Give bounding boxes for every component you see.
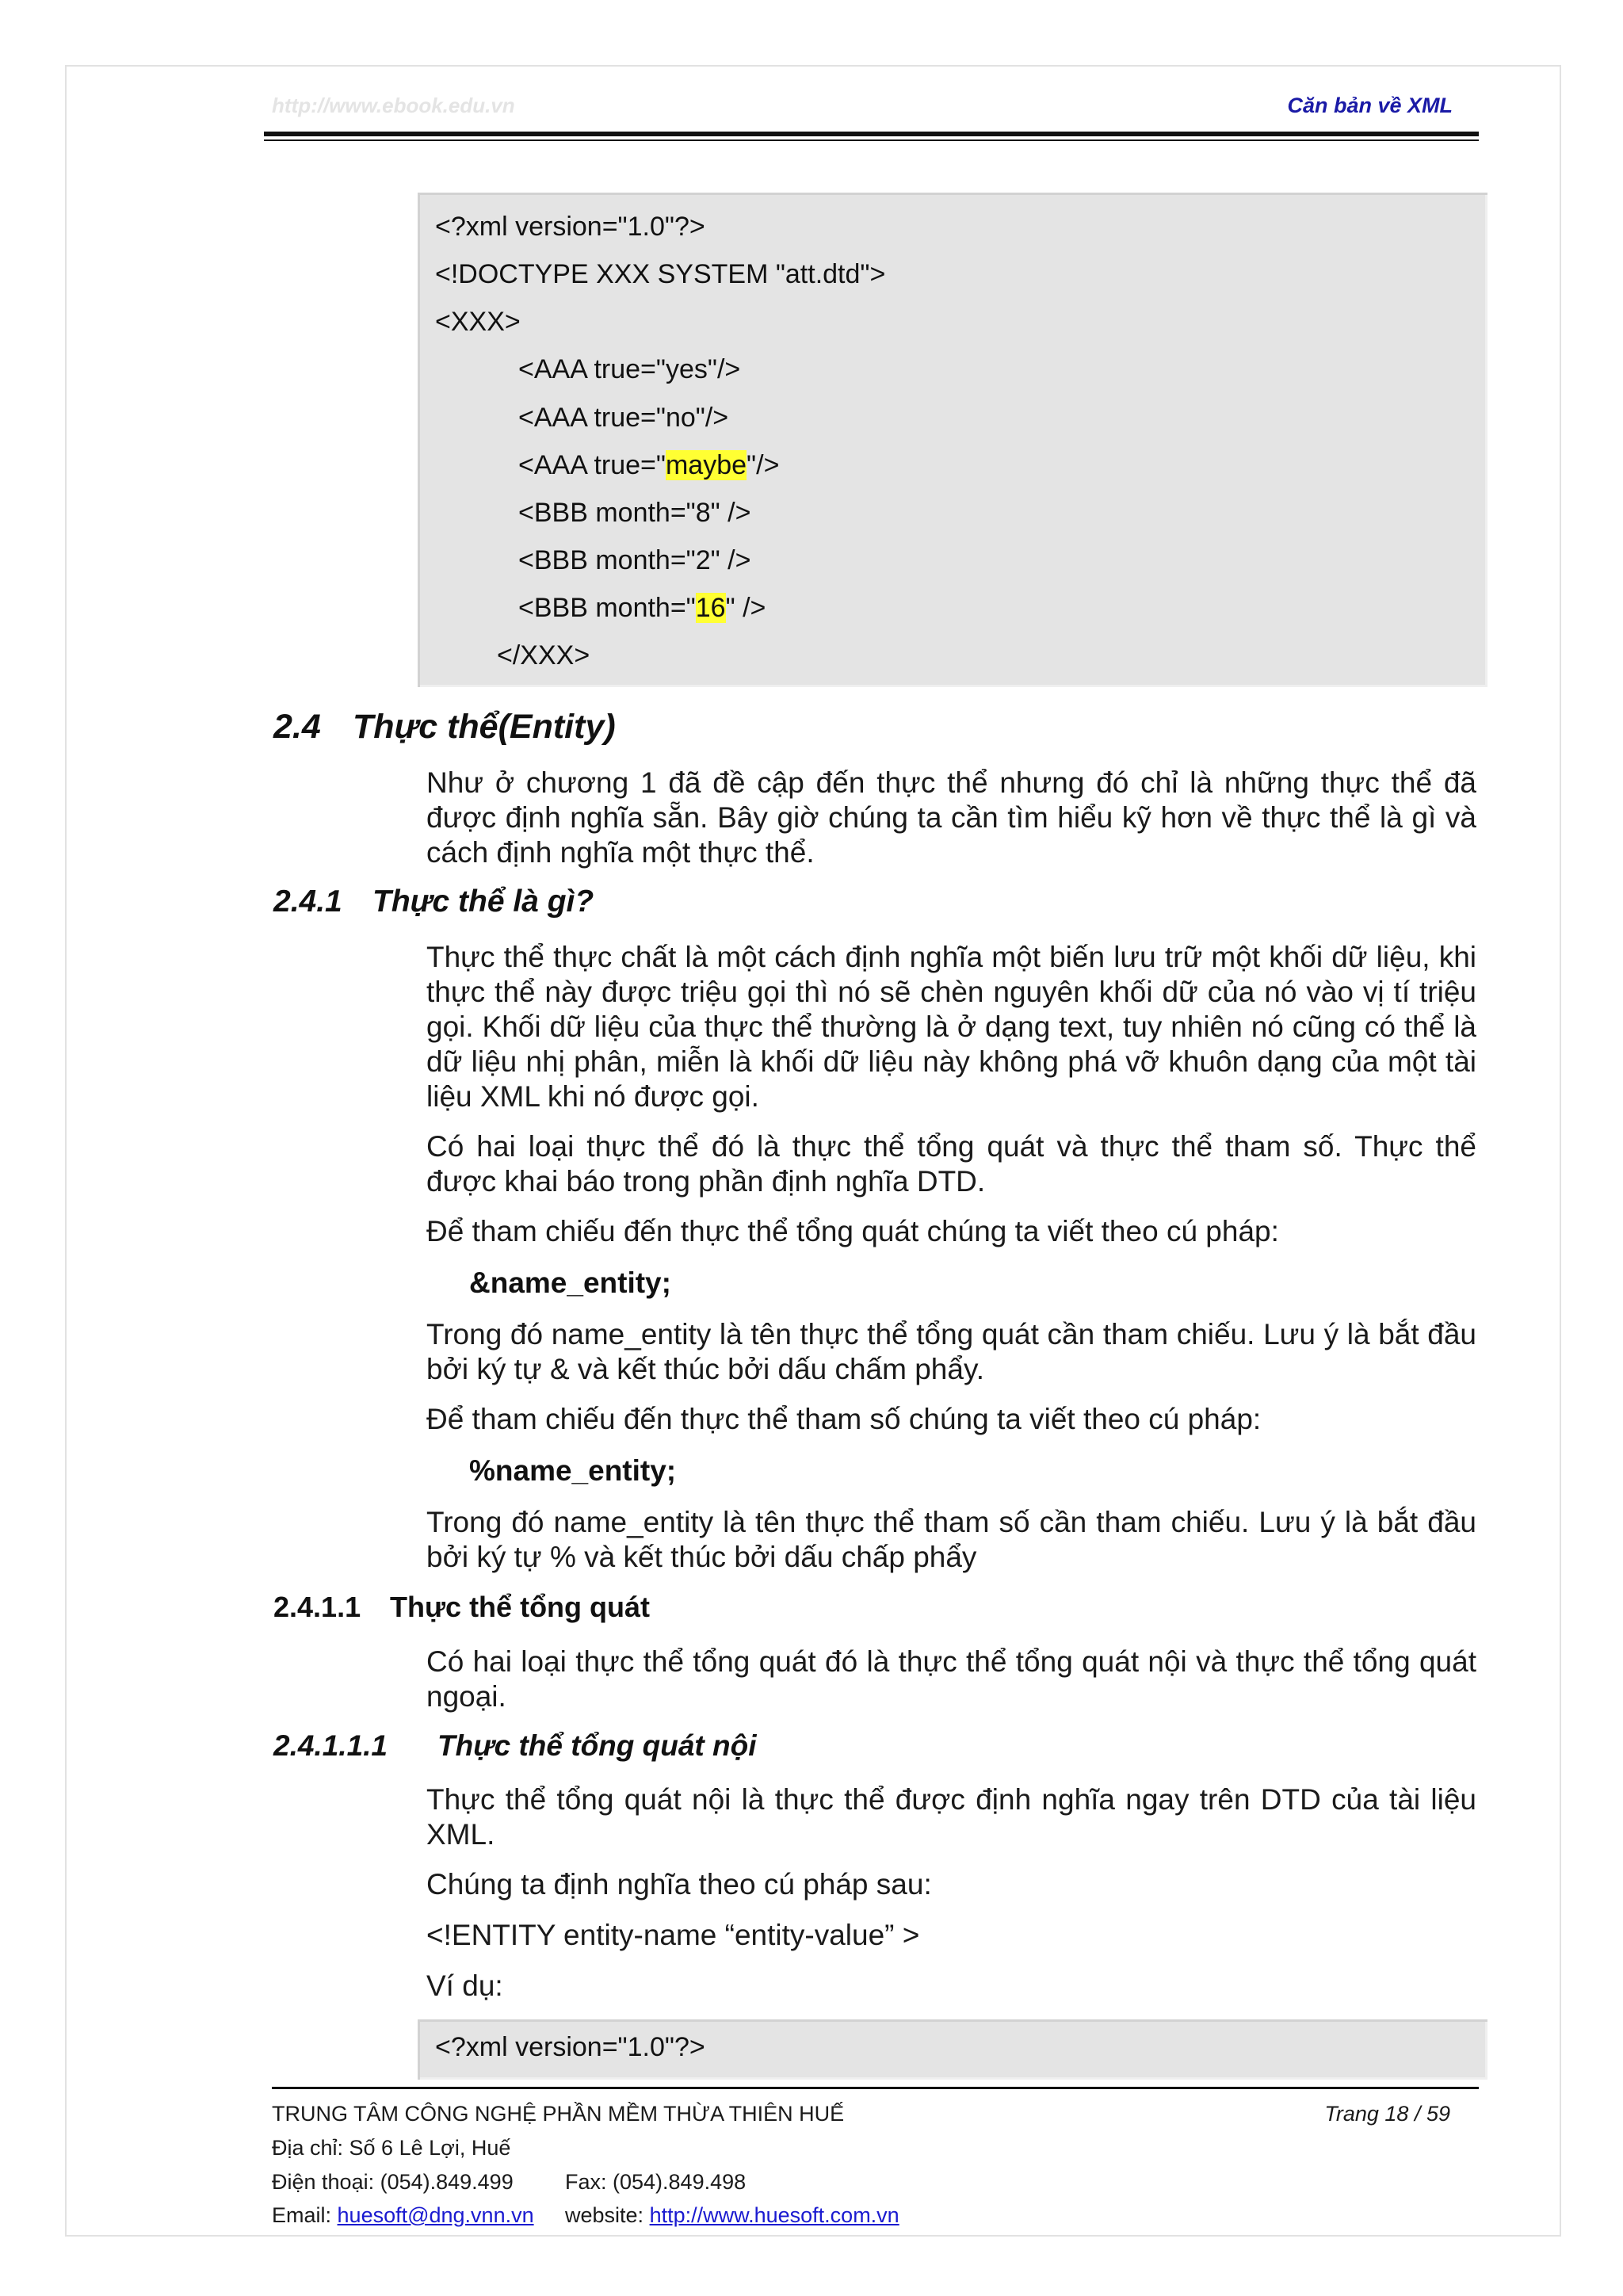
heading-2-4-1-1-1 <box>273 1729 757 1763</box>
heading-number: 2.4 <box>273 708 321 746</box>
paragraph: Có hai loại thực thể tổng quát đó là thực thể tổng quát nội và thực thể tổng quát ngoại. <box>426 1645 1476 1713</box>
paragraph: Chúng ta định nghĩa theo cú pháp sau: <box>426 1868 932 1901</box>
highlighted-value: maybe <box>665 450 747 480</box>
paragraph: Ví dụ: <box>426 1969 503 2002</box>
footer-website <box>565 2203 899 2228</box>
heading-number: 2.4.1.1 <box>273 1591 361 1623</box>
code-line: <AAA true="yes"/> <box>518 354 741 384</box>
heading-text: Thực thể(Entity) <box>353 708 616 746</box>
code-line: <?xml version="1.0"?> <box>435 2032 705 2062</box>
code-line: <!DOCTYPE XXX SYSTEM "att.dtd"> <box>435 259 886 289</box>
syntax-general-entity: &name_entity; <box>469 1266 671 1299</box>
website-link[interactable]: http://www.huesoft.com.vn <box>649 2203 899 2227</box>
footer-rule <box>272 2087 1479 2089</box>
page-number: Trang 18 / 59 <box>1324 2102 1450 2126</box>
paragraph: <!ENTITY entity-name “entity-value” > <box>426 1919 920 1951</box>
footer-org: TRUNG TÂM CÔNG NGHỆ PHẦN MỀM THỪA THIÊN HUẾ <box>272 2102 845 2126</box>
paragraph: Trong đó name_entity là tên thực thể tham số cần tham chiếu. Lưu ý là bắt đầu bởi ký tự % và kết thúc bởi dấu chấp phẩy <box>426 1506 1476 1573</box>
footer-fax: Fax: (054).849.498 <box>565 2170 747 2194</box>
paragraph: Có hai loại thực thể đó là thực thể tổng quát và thực thể tham số. Thực thể được khai báo trong phần định nghĩa DTD. <box>426 1130 1476 1198</box>
email-label: Email: <box>272 2203 338 2227</box>
code-line: <BBB month="2" /> <box>518 545 751 575</box>
code-line: <?xml version="1.0"?> <box>435 212 705 242</box>
footer-email <box>272 2203 534 2228</box>
syntax-parameter-entity: %name_entity; <box>469 1454 677 1487</box>
website-label: website: <box>565 2203 650 2227</box>
header-rule <box>264 132 1479 136</box>
code-block-top <box>418 193 1487 687</box>
heading-text: Thực thể tổng quát <box>390 1591 651 1623</box>
code-line: </XXX> <box>497 640 590 670</box>
header-rule-thin <box>264 139 1479 141</box>
code-line <box>518 593 766 624</box>
code-line <box>518 450 779 481</box>
footer-phone: Điện thoại: (054).849.499 <box>272 2170 514 2194</box>
heading-text: Thực thể tổng quát nội <box>437 1729 757 1762</box>
header-title: Căn bản về XML <box>1287 94 1453 117</box>
code-line: <AAA true="no"/> <box>518 403 729 433</box>
footer-address: Địa chỉ: Số 6 Lê Lợi, Huế <box>272 2136 511 2160</box>
paragraph: Thực thể thực chất là một cách định nghĩa một biến lưu trữ một khối dữ liệu, khi thực thể này được triệu gọi thì nó sẽ chèn nguyên khối dữ của nó vào vị tí triệu gọi. Khối dữ liệu của thực thể thường là ở dạng text, tuy nhiên nó cũng có thể là dữ liệu nhị phân, miễn là khối dữ liệu này không phá vỡ khuôn dạng của một tài liệu XML khi nó được gọi. <box>426 941 1476 1113</box>
code-text: " /> <box>725 593 766 623</box>
heading-number: 2.4.1 <box>273 884 342 919</box>
code-text: <AAA true=" <box>518 450 666 480</box>
paragraph: Để tham chiếu đến thực thể tham số chúng ta viết theo cú pháp: <box>426 1403 1262 1435</box>
heading-2-4-1-1 <box>273 1591 650 1624</box>
paragraph: Để tham chiếu đến thực thể tổng quát chúng ta viết theo cú pháp: <box>426 1215 1279 1247</box>
email-link[interactable]: huesoft@dng.vnn.vn <box>337 2203 534 2227</box>
code-text: <BBB month=" <box>518 593 696 623</box>
heading-2-4-1 <box>273 884 594 919</box>
paragraph: Như ở chương 1 đã đề cập đến thực thể nhưng đó chỉ là những thực thể đã được định nghĩa sẵn. Bây giờ chúng ta cần tìm hiểu kỹ hơn về thực thể là gì và cách định nghĩa một thực thể. <box>426 766 1476 869</box>
code-line: <BBB month="8" /> <box>518 498 751 528</box>
heading-number: 2.4.1.1.1 <box>273 1729 388 1762</box>
heading-text: Thực thể là gì? <box>372 884 594 919</box>
paragraph: Thực thể tổng quát nội là thực thể được định nghĩa ngay trên DTD của tài liệu XML. <box>426 1783 1476 1851</box>
header-url: http://www.ebook.edu.vn <box>272 94 515 117</box>
heading-2-4 <box>273 708 616 747</box>
code-block-bottom <box>418 2019 1487 2080</box>
code-line: <XXX> <box>435 307 521 337</box>
code-text: "/> <box>747 450 780 480</box>
paragraph: Trong đó name_entity là tên thực thể tổng quát cần tham chiếu. Lưu ý là bắt đầu bởi ký tự & và kết thúc bởi dấu chấm phẩy. <box>426 1318 1476 1385</box>
highlighted-value: 16 <box>695 593 726 623</box>
